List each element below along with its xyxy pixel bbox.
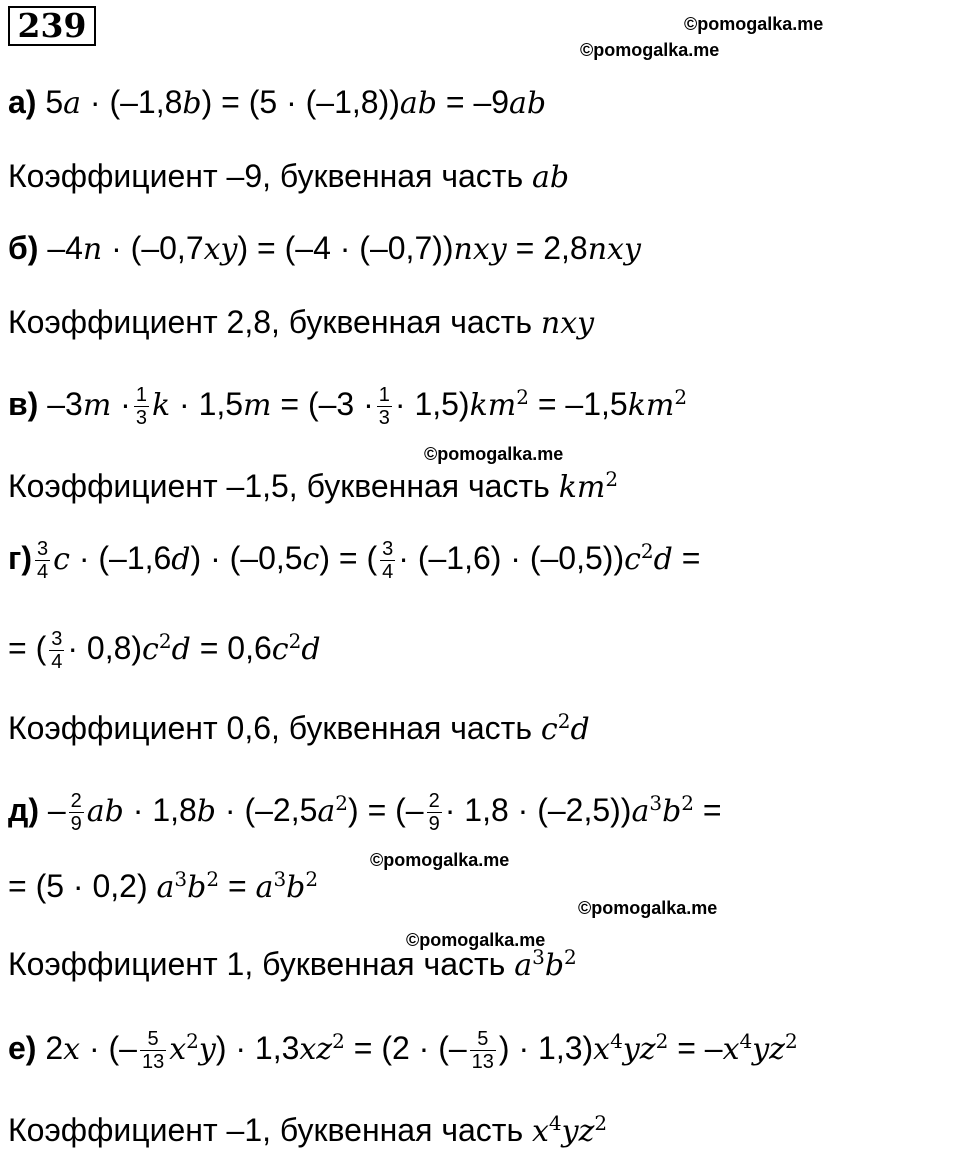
equation-v: в) –3m · $\frac{1}{3}$ k · 1,5m = (–3 · $\frac{1}{3}$ · $1,5)km^2 = -1,5km^2$	[8, 384, 688, 430]
coef-value: 1,	[226, 946, 254, 982]
coef-value: –1,	[226, 1112, 271, 1148]
answer-b: Коэффициент 2,8, буквенная часть nxy	[8, 304, 595, 341]
item-label-b: б)	[8, 230, 39, 266]
fraction: $\frac{3}{4}$	[382, 538, 394, 584]
item-label-v: в)	[8, 386, 39, 422]
coef-word: Коэффициент	[8, 468, 218, 504]
fraction: $\frac{2}{9}$	[428, 790, 440, 836]
answer-d: Коэффициент 1, буквенная часть $a^3b^2$	[8, 945, 577, 983]
answer-g: Коэффициент 0,6, буквенная часть $c^2d$	[8, 709, 590, 747]
item-label-a: а)	[8, 84, 37, 120]
coef-word: Коэффициент	[8, 158, 218, 194]
fraction: $\frac{5}{13}$	[141, 1028, 165, 1074]
coef-value: 0,6,	[226, 710, 280, 746]
letter-part-word: буквенная часть	[306, 468, 550, 504]
fraction: $\frac{2}{9}$	[70, 790, 82, 836]
letter-part-word: буквенная часть	[279, 1112, 524, 1148]
problem-number: 239	[8, 6, 96, 46]
coef-value: –1,5,	[226, 468, 298, 504]
coef-word: Коэффициент	[8, 946, 218, 982]
answer-a: Коэффициент –9, буквенная часть ab	[8, 158, 570, 195]
equation-a: а) 5a · (–1,8b) = (5 · (–1,8))ab = –9ab	[8, 84, 547, 121]
fraction: $\frac{3}{4}$	[36, 538, 49, 584]
equation-d-cont: = (5 · 0,2) $a^3b^2 = a^3b^2$	[8, 867, 319, 905]
watermark: ©pomogalka.me	[424, 444, 564, 464]
watermark: ©pomogalka.me	[580, 40, 720, 60]
item-label-g: г)	[8, 540, 32, 576]
letter-part-word: буквенная часть	[288, 304, 532, 340]
coef-word: Коэффициент	[8, 1112, 218, 1148]
coef-word: Коэффициент	[8, 710, 218, 746]
equation-b: б) –4n · (–0,7xy) = (–4 · (–0,7))nxy = 2,8nxy	[8, 230, 641, 267]
answer-v: Коэффициент –1,5, буквенная часть $km^2$	[8, 467, 619, 505]
watermark: ©pomogalka.me	[406, 930, 546, 950]
fraction: $\frac{1}{3}$	[135, 384, 147, 430]
answer-e: Коэффициент –1, буквенная часть $x^4yz^2$	[8, 1111, 608, 1149]
equation-g: г) $\frac{3}{4}$ c · (–1,6d) · (–0,5c) = ( $\frac{3}{4}$ · $(-1,6) \cdot (-0,5))c^2d$ =	[8, 538, 701, 584]
coef-word: Коэффициент	[8, 304, 218, 340]
watermark: ©pomogalka.me	[578, 898, 718, 918]
coef-value: –9,	[226, 158, 271, 194]
fraction: $\frac{1}{3}$	[378, 384, 390, 430]
fraction: $\frac{3}{4}$	[51, 628, 63, 674]
letter-part-word: буквенная часть	[262, 946, 506, 982]
equation-d: д) – $\frac{2}{9}$ ab · $1,8b \cdot (-2,5a^2)$ = (– $\frac{2}{9}$ · $1,8 \cdot (-2,5))a^3b^2$ =	[8, 790, 722, 836]
equation-e: е) 2x · (– $\frac{5}{13}$ $x^2y) \cdot 1,3xz^2 = (2$ · (– $\frac{5}{13}$ ) · $1,3)x^4yz^2 = -x^4yz^2$	[8, 1028, 798, 1074]
coef-value: 2,8,	[226, 304, 280, 340]
letter-part-word: буквенная часть	[279, 158, 524, 194]
letter-part-word: буквенная часть	[288, 710, 532, 746]
watermark: ©pomogalka.me	[684, 14, 824, 34]
equation-g-cont: = ( $\frac{3}{4}$ · $0,8)c^2d = 0,6c^2d$	[8, 628, 321, 674]
item-label-d: д)	[8, 792, 39, 828]
fraction: $\frac{5}{13}$	[471, 1028, 494, 1074]
item-label-e: е)	[8, 1030, 37, 1066]
watermark: ©pomogalka.me	[370, 850, 510, 870]
